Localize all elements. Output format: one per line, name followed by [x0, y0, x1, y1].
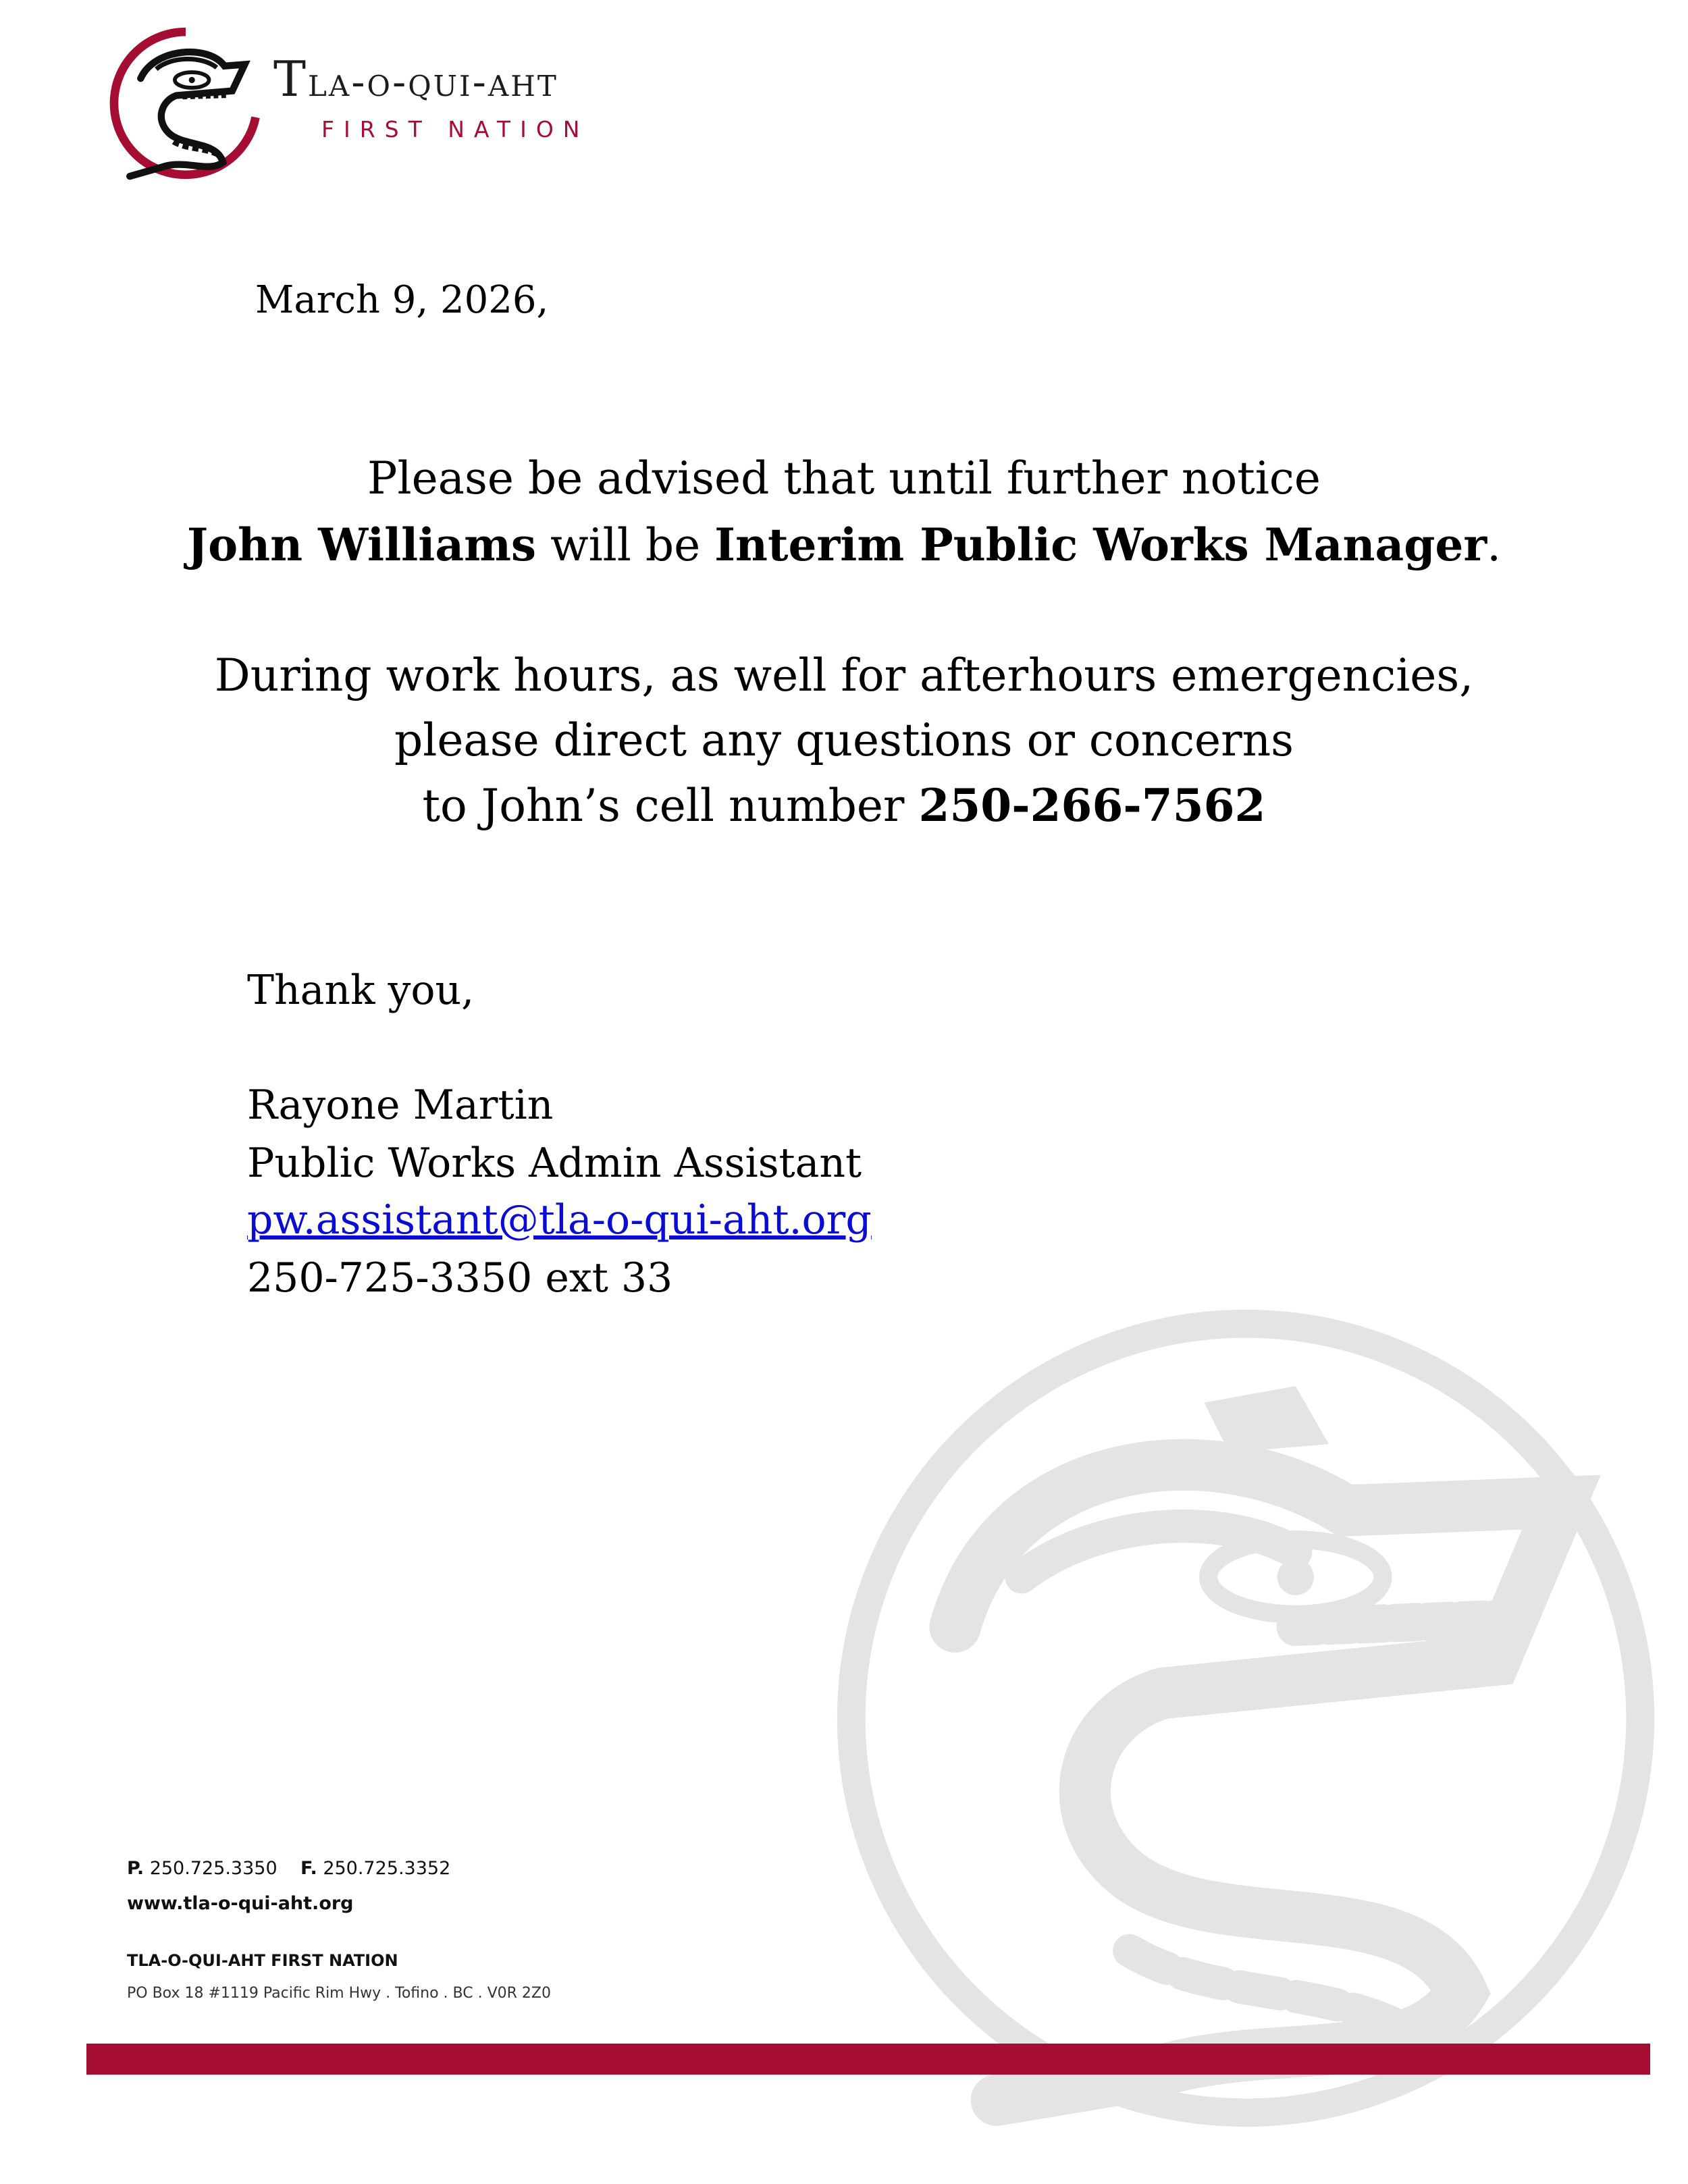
- org-name-rest: la-o-qui-aht: [308, 59, 558, 106]
- footer-fax: 250.725.3352: [323, 1858, 451, 1879]
- notice-line-1: Please be advised that until further notice: [367, 452, 1321, 504]
- footer-website: www.tla-o-qui-aht.org: [127, 1893, 354, 1914]
- notice-line-2: [0, 518, 1688, 571]
- questions-line: please direct any questions or concerns: [394, 714, 1294, 766]
- appointee-name: John Williams: [186, 518, 537, 571]
- footer-bar: [86, 2044, 1650, 2075]
- footer-phone: 250.725.3350: [149, 1858, 278, 1879]
- serpent-watermark-icon: [830, 1303, 1661, 2133]
- signer-name: Rayone Martin: [247, 1082, 554, 1129]
- org-subtitle: FIRST NATION: [321, 116, 589, 142]
- cell-number: 250-266-7562: [918, 779, 1266, 832]
- signer-title: Public Works Admin Assistant: [247, 1140, 862, 1187]
- appointee-role: Interim Public Works Manager: [714, 518, 1487, 571]
- notice-connector: will be: [536, 519, 715, 571]
- org-name: [273, 51, 558, 107]
- cell-line: [0, 779, 1688, 832]
- signer-email-link[interactable]: pw.assistant@tla-o-qui-aht.org: [247, 1196, 872, 1244]
- letter-date: March 9, 2026,: [255, 278, 549, 322]
- hours-line: During work hours, as well for afterhours emergencies,: [214, 649, 1474, 701]
- closing: Thank you,: [247, 967, 475, 1014]
- phone-label: P.: [127, 1858, 144, 1879]
- cell-line-prefix: to John’s cell number: [422, 780, 919, 832]
- notice-period: .: [1487, 519, 1502, 571]
- footer-address: PO Box 18 #1119 Pacific Rim Hwy . Tofino . BC . V0R 2Z0: [127, 1985, 551, 2002]
- serpent-logo-icon: [108, 26, 263, 181]
- fax-label: F.: [300, 1858, 317, 1879]
- footer-org: TLA-O-QUI-AHT FIRST NATION: [127, 1951, 398, 1970]
- footer-phone-fax: [127, 1858, 450, 1879]
- org-name-initial: T: [273, 51, 309, 107]
- signer-phone: 250-725-3350 ext 33: [247, 1254, 673, 1302]
